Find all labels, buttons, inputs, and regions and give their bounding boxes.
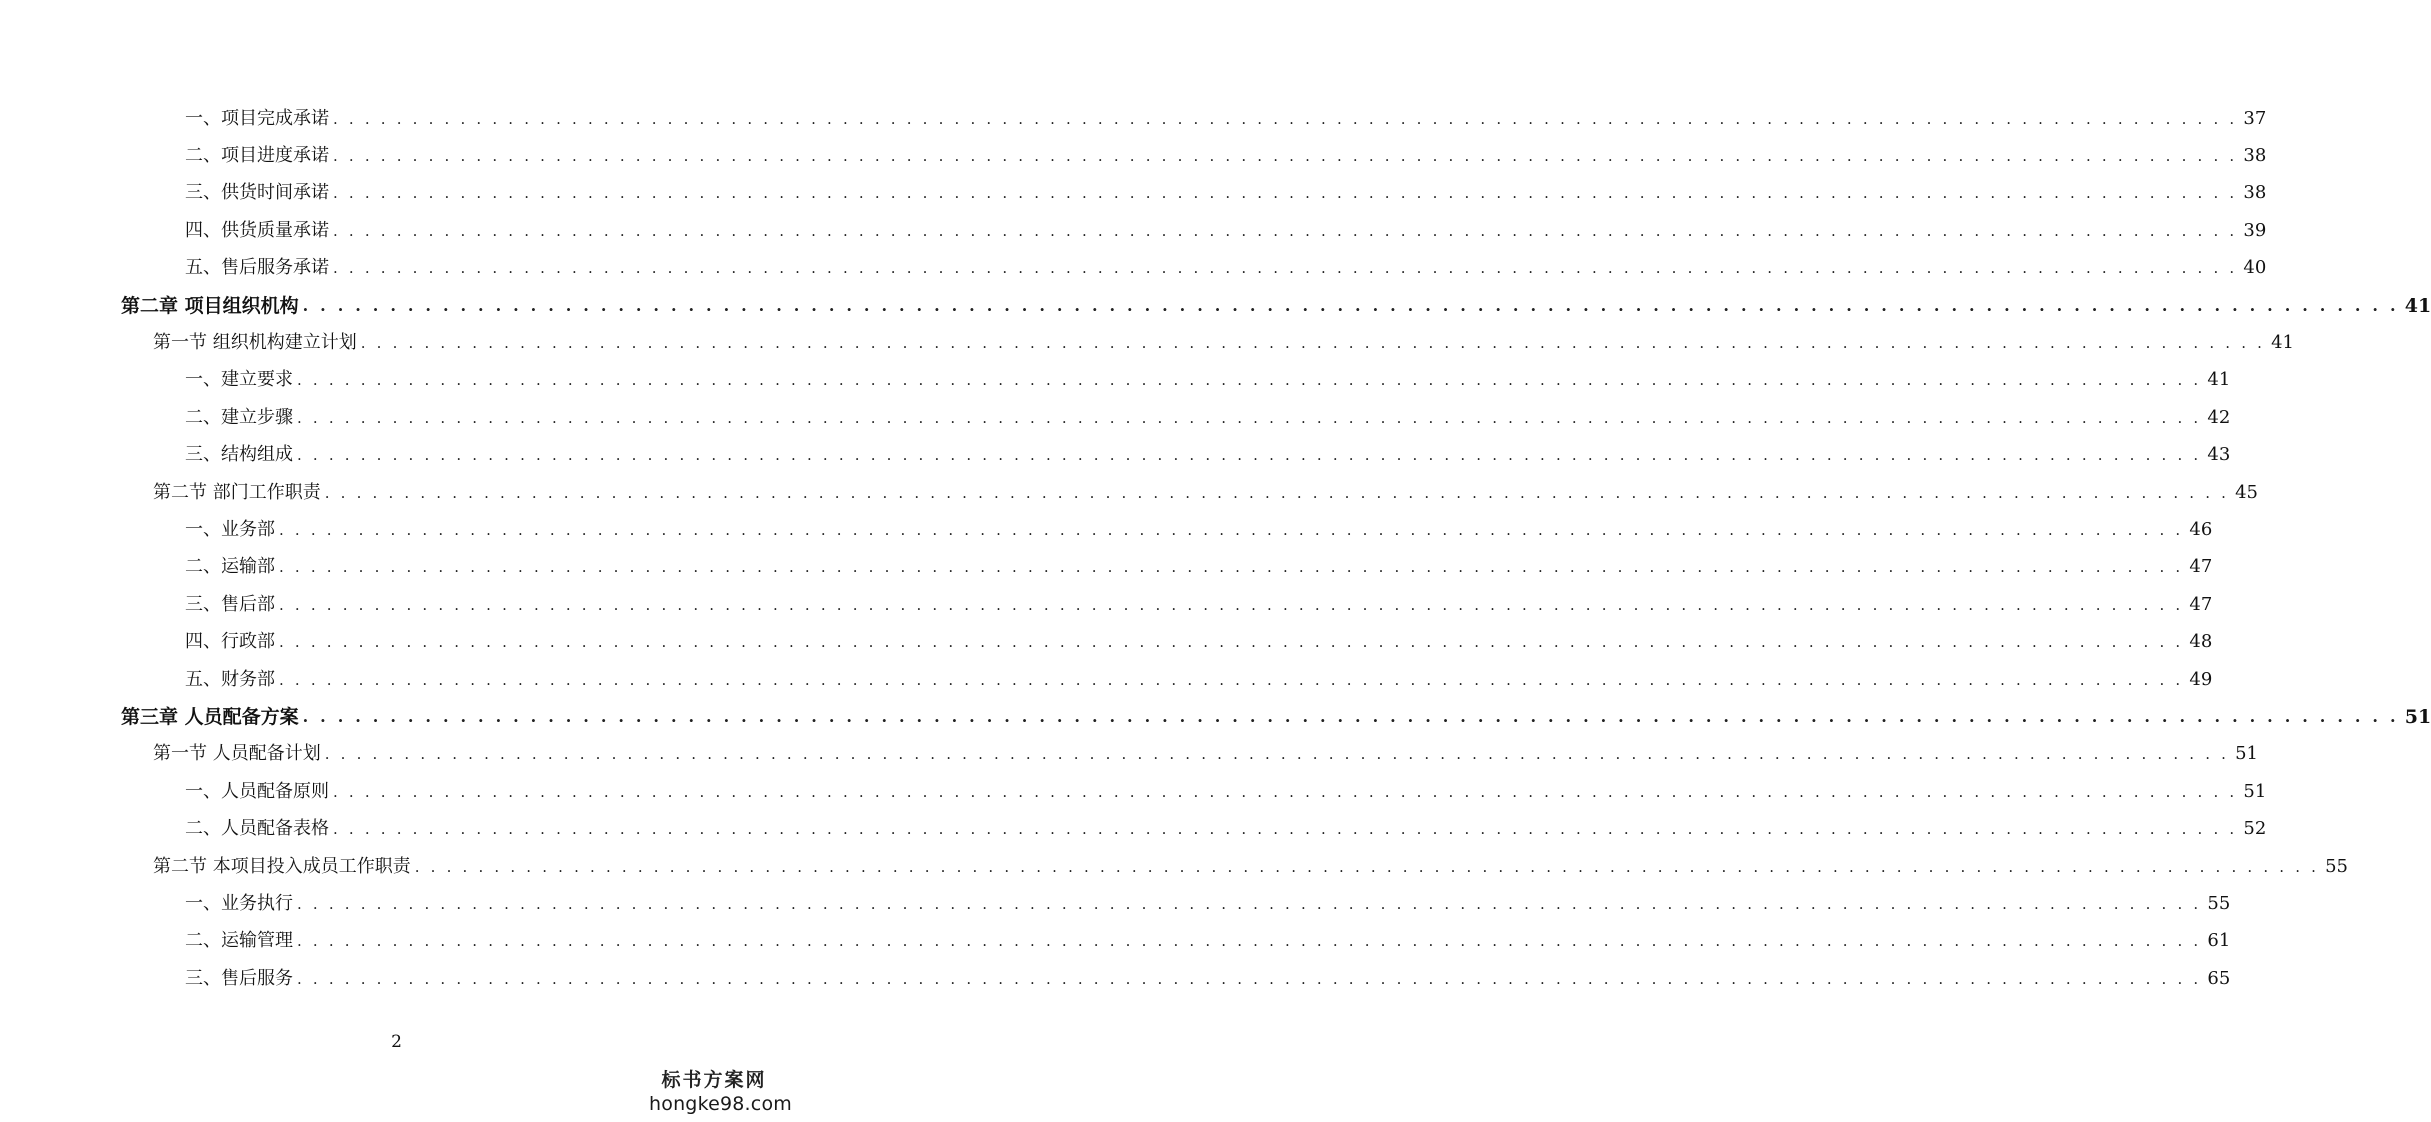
toc-leader-dots: . . . . . . . . . . . . . . . . . . . . . . . . . . . . . . . . . . . . . . . . . . . . . . . . . . . . . . . . . . . . . . . . . . . . . . . . . . . . . . . . . . . . . . . . . . . . . . . . . . . . . . . . . . . . . . . . . . . . . . . . (333, 782, 2238, 801)
toc-entry[interactable] (185, 399, 2231, 436)
toc-entry[interactable] (153, 474, 2259, 511)
toc-entry-label: 五、财务部 (185, 668, 275, 690)
toc-entry-label: 一、建立要求 (185, 369, 293, 391)
toc-entry-page: 38 (2243, 144, 2267, 166)
toc-entry-page: 46 (2189, 518, 2213, 540)
toc-entry-label: 二、建立步骤 (185, 406, 293, 428)
toc-entry[interactable] (185, 137, 2267, 174)
toc-entry-page: 48 (2189, 631, 2213, 653)
toc-entry-label: 二、项目进度承诺 (185, 144, 329, 166)
toc-entry-page: 41 (2404, 294, 2431, 317)
toc-entry-label: 四、行政部 (185, 631, 275, 653)
toc-leader-dots: . . . . . . . . . . . . . . . . . . . . . . . . . . . . . . . . . . . . . . . . . . . . . . . . . . . . . . . . . . . . . . . . . . . . . . . . . . . . . . . . . . . . . . . . . . . . . . . . . . . . . . . . . . . . . . . . . . . . . . . . (279, 558, 2184, 577)
toc-entry-page: 39 (2243, 219, 2267, 241)
toc-entry-label: 一、业务部 (185, 518, 275, 540)
toc-entry-page: 47 (2189, 593, 2213, 615)
toc-entry-page: 42 (2207, 406, 2231, 428)
toc-entry-label: 三、结构组成 (185, 444, 293, 466)
toc-leader-dots: . . . . . . . . . . . . . . . . . . . . . . . . . . . . . . . . . . . . . . . . . . . . . . . . . . . . . . . . . . . . . . . . . . . . . . . . . . . . . . . . . . . . . . . . . . . . . . . . . . . . . . . . . . . . . . . . . . . . . . . . (333, 820, 2238, 839)
toc-entry[interactable] (153, 848, 2349, 885)
toc-entry-page: 61 (2207, 930, 2231, 952)
toc-entry-label: 二、运输部 (185, 556, 275, 578)
page-number: 2 (391, 1032, 402, 1052)
toc-entry-page: 40 (2243, 257, 2267, 279)
toc-leader-dots: . . . . . . . . . . . . . . . . . . . . . . . . . . . . . . . . . . . . . . . . . . . . . . . . . . . . . . . . . . . . . . . . . . . . . . . . . . . . . . . . . . . . . . . . . . . . . . . . . . . . . . . . . . . . . . . . . . . . . . . . (302, 706, 2399, 726)
toc-leader-dots: . . . . . . . . . . . . . . . . . . . . . . . . . . . . . . . . . . . . . . . . . . . . . . . . . . . . . . . . . . . . . . . . . . . . . . . . . . . . . . . . . . . . . . . . . . . . . . . . . . . . . . . . . . . . . . . . . . . . . . . . (302, 295, 2399, 315)
toc-entry-page: 52 (2243, 818, 2267, 840)
toc-entry-page: 45 (2235, 481, 2259, 503)
watermark-url: hongke98.com (649, 1093, 792, 1115)
toc-entry-label: 四、供货质量承诺 (185, 219, 329, 241)
toc-leader-dots: . . . . . . . . . . . . . . . . . . . . . . . . . . . . . . . . . . . . . . . . . . . . . . . . . . . . . . . . . . . . . . . . . . . . . . . . . . . . . . . . . . . . . . . . . . . . . . . . . . . . . . . . . . . . . . . . . . . . . . . . (297, 932, 2202, 951)
toc-entry-label: 三、售后部 (185, 593, 275, 615)
toc-entry[interactable] (185, 773, 2267, 810)
toc-entry-label: 第二节 本项目投入成员工作职责 (153, 855, 411, 877)
toc-entry[interactable] (185, 923, 2231, 960)
toc-entry-label: 第一节 组织机构建立计划 (153, 331, 357, 353)
toc-entry[interactable] (153, 736, 2259, 773)
toc-leader-dots: . . . . . . . . . . . . . . . . . . . . . . . . . . . . . . . . . . . . . . . . . . . . . . . . . . . . . . . . . . . . . . . . . . . . . . . . . . . . . . . . . . . . . . . . . . . . . . . . . . . . . . . . . . . . . . . . . . . . . . . . (297, 408, 2202, 427)
toc-leader-dots: . . . . . . . . . . . . . . . . . . . . . . . . . . . . . . . . . . . . . . . . . . . . . . . . . . . . . . . . . . . . . . . . . . . . . . . . . . . . . . . . . . . . . . . . . . . . . . . . . . . . . . . . . . . . . . . . . . . . . . . . (333, 259, 2238, 278)
toc-entry-page: 41 (2207, 369, 2231, 391)
toc-entry-page: 38 (2243, 182, 2267, 204)
toc-entry-page: 51 (2404, 705, 2431, 728)
toc-entry-page: 43 (2207, 444, 2231, 466)
toc-entry-page: 55 (2325, 855, 2349, 877)
toc-leader-dots: . . . . . . . . . . . . . . . . . . . . . . . . . . . . . . . . . . . . . . . . . . . . . . . . . . . . . . . . . . . . . . . . . . . . . . . . . . . . . . . . . . . . . . . . . . . . . . . . . . . . . . . . . . . . . . . . . . . . . . . . (324, 483, 2230, 502)
toc-leader-dots: . . . . . . . . . . . . . . . . . . . . . . . . . . . . . . . . . . . . . . . . . . . . . . . . . . . . . . . . . . . . . . . . . . . . . . . . . . . . . . . . . . . . . . . . . . . . . . . . . . . . . . . . . . . . . . . . . . . . . . . . (297, 446, 2202, 465)
toc-leader-dots: . . . . . . . . . . . . . . . . . . . . . . . . . . . . . . . . . . . . . . . . . . . . . . . . . . . . . . . . . . . . . . . . . . . . . . . . . . . . . . . . . . . . . . . . . . . . . . . . . . . . . . . . . . . . . . . . . . . . . . . . (297, 371, 2202, 390)
toc-leader-dots: . . . . . . . . . . . . . . . . . . . . . . . . . . . . . . . . . . . . . . . . . . . . . . . . . . . . . . . . . . . . . . . . . . . . . . . . . . . . . . . . . . . . . . . . . . . . . . . . . . . . . . . . . . . . . . . . . . . . . . . . (414, 857, 2320, 876)
toc-entry[interactable] (185, 175, 2267, 212)
toc-entry[interactable] (185, 437, 2231, 474)
toc-entry-page: 51 (2235, 743, 2259, 765)
toc-entry[interactable] (185, 549, 2213, 586)
toc-entry-label: 第二章 项目组织机构 (121, 294, 299, 317)
toc-entry[interactable] (185, 362, 2231, 399)
toc-leader-dots: . . . . . . . . . . . . . . . . . . . . . . . . . . . . . . . . . . . . . . . . . . . . . . . . . . . . . . . . . . . . . . . . . . . . . . . . . . . . . . . . . . . . . . . . . . . . . . . . . . . . . . . . . . . . . . . . . . . . . . . . (333, 221, 2238, 240)
toc-entry[interactable] (121, 287, 2431, 324)
toc-entry[interactable] (185, 624, 2213, 661)
toc-entry-label: 二、运输管理 (185, 930, 293, 952)
toc-entry-label: 一、业务执行 (185, 892, 293, 914)
toc-entry[interactable] (185, 586, 2213, 623)
toc-entry-page: 41 (2271, 331, 2295, 353)
toc-entry-page: 37 (2243, 107, 2267, 129)
toc-entry-label: 第二节 部门工作职责 (153, 481, 321, 503)
toc-leader-dots: . . . . . . . . . . . . . . . . . . . . . . . . . . . . . . . . . . . . . . . . . . . . . . . . . . . . . . . . . . . . . . . . . . . . . . . . . . . . . . . . . . . . . . . . . . . . . . . . . . . . . . . . . . . . . . . . . . . . . . . . (333, 184, 2238, 203)
toc-leader-dots: . . . . . . . . . . . . . . . . . . . . . . . . . . . . . . . . . . . . . . . . . . . . . . . . . . . . . . . . . . . . . . . . . . . . . . . . . . . . . . . . . . . . . . . . . . . . . . . . . . . . . . . . . . . . . . . . . . . . . . . . (279, 633, 2184, 652)
toc-entry[interactable] (153, 324, 2295, 361)
toc-entry[interactable] (185, 250, 2267, 287)
toc-entry[interactable] (185, 100, 2267, 137)
toc-entry[interactable] (121, 698, 2431, 735)
toc-entry-page: 65 (2207, 967, 2231, 989)
toc-entry-label: 一、人员配备原则 (185, 780, 329, 802)
toc-entry-label: 二、人员配备表格 (185, 818, 329, 840)
toc-entry[interactable] (185, 212, 2267, 249)
toc-leader-dots: . . . . . . . . . . . . . . . . . . . . . . . . . . . . . . . . . . . . . . . . . . . . . . . . . . . . . . . . . . . . . . . . . . . . . . . . . . . . . . . . . . . . . . . . . . . . . . . . . . . . . . . . . . . . . . . . . . . . . . . . (297, 894, 2202, 913)
toc-entry[interactable] (185, 661, 2213, 698)
toc-leader-dots: . . . . . . . . . . . . . . . . . . . . . . . . . . . . . . . . . . . . . . . . . . . . . . . . . . . . . . . . . . . . . . . . . . . . . . . . . . . . . . . . . . . . . . . . . . . . . . . . . . . . . . . . . . . . . . . . . . . . . . . . (324, 745, 2230, 764)
toc-entry-label: 第三章 人员配备方案 (121, 705, 299, 728)
toc-entry-label: 三、售后服务 (185, 967, 293, 989)
toc-entry-page: 49 (2189, 668, 2213, 690)
toc-leader-dots: . . . . . . . . . . . . . . . . . . . . . . . . . . . . . . . . . . . . . . . . . . . . . . . . . . . . . . . . . . . . . . . . . . . . . . . . . . . . . . . . . . . . . . . . . . . . . . . . . . . . . . . . . . . . . . . . . . . . . . . . (360, 333, 2266, 352)
toc-entry-label: 一、项目完成承诺 (185, 107, 329, 129)
toc-leader-dots: . . . . . . . . . . . . . . . . . . . . . . . . . . . . . . . . . . . . . . . . . . . . . . . . . . . . . . . . . . . . . . . . . . . . . . . . . . . . . . . . . . . . . . . . . . . . . . . . . . . . . . . . . . . . . . . . . . . . . . . . (297, 969, 2202, 988)
toc-leader-dots: . . . . . . . . . . . . . . . . . . . . . . . . . . . . . . . . . . . . . . . . . . . . . . . . . . . . . . . . . . . . . . . . . . . . . . . . . . . . . . . . . . . . . . . . . . . . . . . . . . . . . . . . . . . . . . . . . . . . . . . . (279, 670, 2184, 689)
toc-entry-page: 51 (2243, 780, 2267, 802)
toc-entry-label: 三、供货时间承诺 (185, 182, 329, 204)
toc-entry-page: 55 (2207, 892, 2231, 914)
watermark-site-name: 标书方案网 (661, 1069, 767, 1091)
toc-entry[interactable] (185, 811, 2267, 848)
toc-entry-label: 五、售后服务承诺 (185, 257, 329, 279)
toc-leader-dots: . . . . . . . . . . . . . . . . . . . . . . . . . . . . . . . . . . . . . . . . . . . . . . . . . . . . . . . . . . . . . . . . . . . . . . . . . . . . . . . . . . . . . . . . . . . . . . . . . . . . . . . . . . . . . . . . . . . . . . . . (279, 520, 2184, 539)
toc-leader-dots: . . . . . . . . . . . . . . . . . . . . . . . . . . . . . . . . . . . . . . . . . . . . . . . . . . . . . . . . . . . . . . . . . . . . . . . . . . . . . . . . . . . . . . . . . . . . . . . . . . . . . . . . . . . . . . . . . . . . . . . . (333, 146, 2238, 165)
toc-entry[interactable] (185, 885, 2231, 922)
watermark-logo (649, 1068, 792, 1116)
toc-entry[interactable] (185, 511, 2213, 548)
toc-entry-page: 47 (2189, 556, 2213, 578)
toc-leader-dots: . . . . . . . . . . . . . . . . . . . . . . . . . . . . . . . . . . . . . . . . . . . . . . . . . . . . . . . . . . . . . . . . . . . . . . . . . . . . . . . . . . . . . . . . . . . . . . . . . . . . . . . . . . . . . . . . . . . . . . . . (333, 109, 2238, 128)
toc-entry[interactable] (185, 960, 2231, 997)
toc-leader-dots: . . . . . . . . . . . . . . . . . . . . . . . . . . . . . . . . . . . . . . . . . . . . . . . . . . . . . . . . . . . . . . . . . . . . . . . . . . . . . . . . . . . . . . . . . . . . . . . . . . . . . . . . . . . . . . . . . . . . . . . . (279, 595, 2184, 614)
toc-entry-label: 第一节 人员配备计划 (153, 743, 321, 765)
